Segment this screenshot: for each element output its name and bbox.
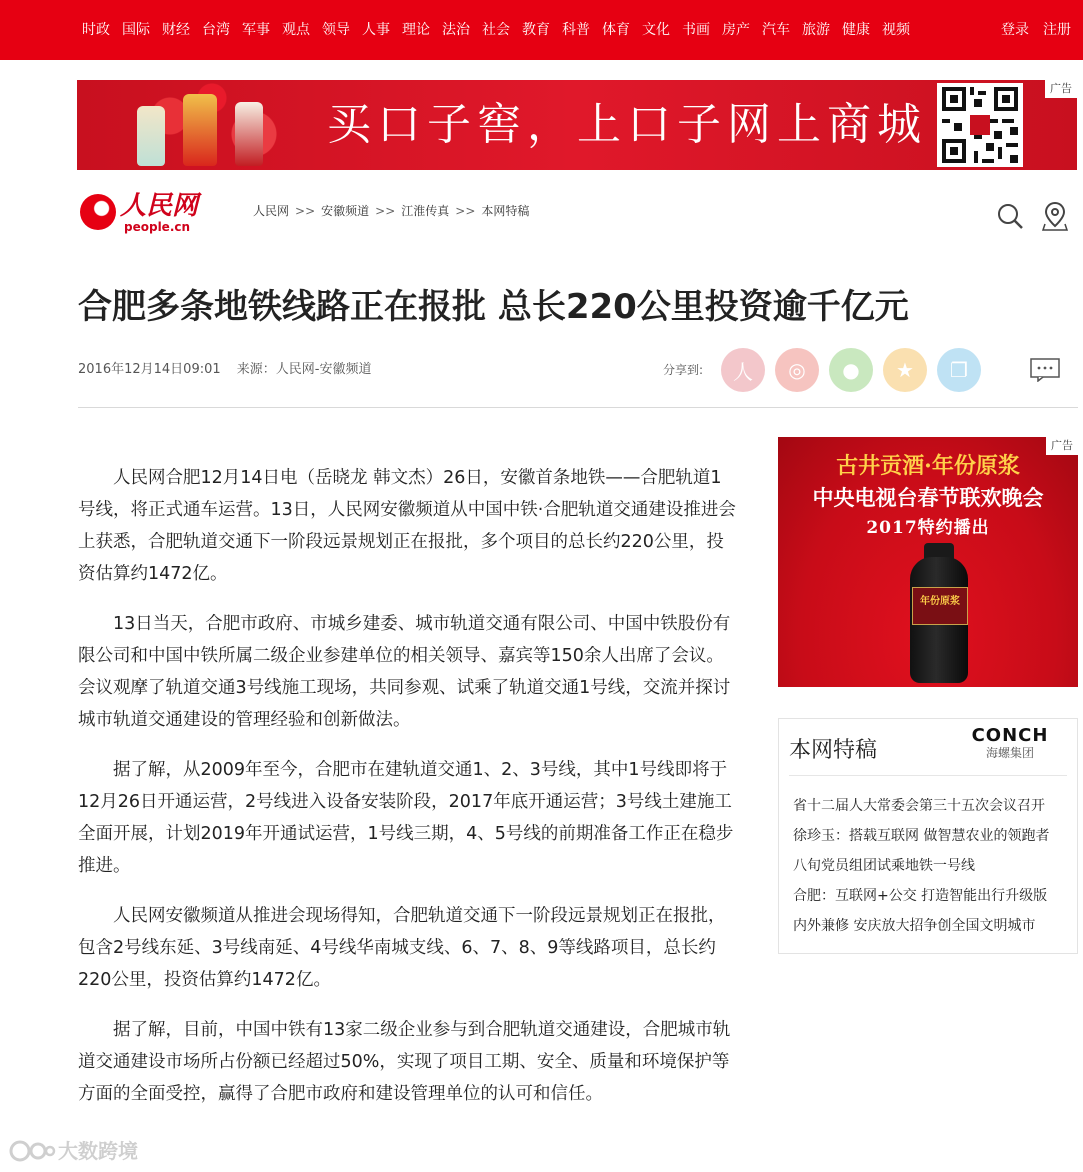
people-weibo-icon: 人 — [733, 359, 753, 384]
share-qzone-button[interactable] — [883, 348, 927, 392]
article-meta — [78, 361, 383, 379]
sina-weibo-icon: ◎ — [788, 358, 806, 382]
nav-item[interactable]: 视频 — [882, 22, 910, 38]
featured-article-link[interactable]: 合肥：互联网+公交 打造智能出行升级版 — [793, 888, 1048, 904]
nav-item[interactable]: 教育 — [522, 22, 550, 38]
breadcrumb-separator: >> — [375, 204, 396, 218]
bottle-label-text: 年份原浆 — [920, 596, 960, 607]
share-label: 分享到: — [663, 363, 704, 377]
featured-article-link[interactable]: 内外兼修 安庆放大招争创全国文明城市 — [793, 918, 1036, 934]
logo-domain: people.cn — [124, 220, 191, 234]
featured-articles-box — [778, 718, 1078, 954]
ad-tag: 广告 — [1045, 80, 1077, 98]
banner-liquor-bottles — [127, 86, 297, 166]
login-link[interactable]: 登录 — [1001, 22, 1029, 38]
watermark — [8, 1136, 148, 1166]
register-link[interactable]: 注册 — [1043, 22, 1071, 38]
nav-item[interactable]: 房产 — [722, 22, 750, 38]
conch-logo-text: CONCH — [971, 725, 1049, 746]
qr-code-icon — [937, 83, 1023, 167]
breadcrumb-separator: >> — [455, 204, 476, 218]
conch-logo-subtext: 海螺集团 — [985, 746, 1034, 760]
location-icon[interactable] — [1040, 200, 1070, 232]
featured-box-title: 本网特稿 — [789, 738, 878, 763]
share-copy-button[interactable] — [937, 348, 981, 392]
conch-sponsor-logo[interactable] — [965, 725, 1065, 765]
nav-item[interactable]: 社会 — [482, 22, 510, 38]
breadcrumb-separator: >> — [295, 204, 316, 218]
featured-article-link[interactable]: 徐珍玉：搭载互联网 做智慧农业的领跑者 — [793, 828, 1050, 844]
featured-article-link[interactable]: 八旬党员组团试乘地铁一号线 — [793, 858, 975, 874]
article-paragraph: 13日当天，合肥市政府、市城乡建委、城市轨道交通有限公司、中国中铁股份有限公司和中国中铁所属二级企业参建单位的相关领导、嘉宾等150余人出席了会议。会议观摩了轨道交通3号线施工现场，共同参观、试乘了轨道交通1号线，交流并探讨城市轨道交通建设的管理经验和创新做法。 — [78, 614, 731, 730]
qzone-icon: ★ — [896, 358, 914, 382]
article-paragraph: 人民网合肥12月14日电（岳晓龙 韩文杰）26日，安徽首条地铁——合肥轨道1号线，将正式通车运营。13日，人民网安徽频道从中国中铁·合肥轨道交通建设推进会上获悉，合肥轨道交通下一阶段远景规划正在报批，多个项目的总长约220公里，投资估算约1472亿。 — [78, 468, 736, 584]
side-ad-brand: 古井贡酒·年份原浆 — [836, 453, 1020, 479]
publish-datetime: 2016年12月14日09:01 — [78, 362, 221, 377]
auth-links — [987, 20, 1071, 40]
top-banner-ad[interactable] — [77, 80, 1077, 170]
watermark-logo-icon — [8, 1138, 56, 1164]
breadcrumb — [253, 203, 529, 219]
channel-nav — [82, 20, 922, 40]
nav-item[interactable]: 法治 — [442, 22, 470, 38]
logo-swirl-icon — [80, 194, 116, 230]
comment-icon[interactable] — [1030, 358, 1060, 382]
share-people-weibo-button[interactable] — [721, 348, 765, 392]
share-wechat-button[interactable] — [829, 348, 873, 392]
article-body — [78, 462, 738, 1128]
side-ad-headline: 中央电视台春节联欢晚会 — [812, 486, 1044, 510]
nav-item[interactable]: 健康 — [842, 22, 870, 38]
watermark-text: 大数跨境 — [58, 1139, 138, 1163]
article-title: 合肥多条地铁线路正在报批 总长220公里投资逾千亿元 — [78, 287, 909, 327]
featured-article-link[interactable]: 省十二届人大常委会第三十五次会议召开 — [793, 798, 1045, 814]
header-divider — [78, 407, 1078, 408]
sidebar-ad[interactable] — [778, 437, 1078, 687]
people-cn-logo[interactable] — [80, 190, 200, 236]
breadcrumb-item[interactable]: 江淮传真 — [401, 204, 450, 218]
side-ad-subline: 2017特约播出 — [866, 518, 990, 538]
breadcrumb-item[interactable]: 本网特稿 — [481, 204, 530, 218]
logo-text: 人民网 — [120, 191, 199, 221]
copy-icon: ❐ — [950, 358, 968, 382]
nav-item[interactable]: 观点 — [282, 22, 310, 38]
breadcrumb-item[interactable]: 人民网 — [253, 204, 290, 218]
nav-item[interactable]: 理论 — [402, 22, 430, 38]
nav-item[interactable]: 财经 — [162, 22, 190, 38]
article-paragraph: 人民网安徽频道从推进会现场得知，合肥轨道交通下一阶段远景规划正在报批，包含2号线东延、3号线南延、4号线华南城支线、6、7、8、9等线路项目，总长约220公里，投资估算约1472亿。 — [78, 906, 726, 990]
nav-item[interactable]: 人事 — [362, 22, 390, 38]
share-sina-weibo-button[interactable] — [775, 348, 819, 392]
breadcrumb-item[interactable]: 安徽频道 — [321, 204, 370, 218]
nav-item[interactable]: 科普 — [562, 22, 590, 38]
top-navigation-bar — [0, 0, 1083, 60]
nav-item[interactable]: 文化 — [642, 22, 670, 38]
nav-item[interactable]: 体育 — [602, 22, 630, 38]
nav-item[interactable]: 汽车 — [762, 22, 790, 38]
banner-slogan: 买口子窖，上口子网上商城 — [327, 99, 927, 150]
featured-article-list — [793, 791, 1073, 941]
article-source[interactable]: 来源：人民网-安徽频道 — [236, 362, 372, 377]
article-paragraph: 据了解，从2009年至今，合肥市在建轨道交通1、2、3号线，其中1号线即将于12月26日开通运营，2号线进入设备安装阶段，2017年底开通运营；3号线土建施工全面开展，计划2019年开通试运营，1号线三期，4、5号线的前期准备工作正在稳步推进。 — [78, 760, 734, 876]
nav-item[interactable]: 书画 — [682, 22, 710, 38]
nav-item[interactable]: 国际 — [122, 22, 150, 38]
ad-tag: 广告 — [1046, 437, 1078, 455]
nav-item[interactable]: 旅游 — [802, 22, 830, 38]
nav-item[interactable]: 军事 — [242, 22, 270, 38]
nav-item[interactable]: 时政 — [82, 22, 110, 38]
search-icon[interactable] — [995, 200, 1025, 232]
nav-item[interactable]: 领导 — [322, 22, 350, 38]
wechat-icon: ● — [842, 358, 860, 382]
nav-item[interactable]: 台湾 — [202, 22, 230, 38]
featured-box-divider — [789, 775, 1067, 776]
article-paragraph: 据了解，目前，中国中铁有13家二级企业参与到合肥轨道交通建设，合肥城市轨道交通建设市场所占份额已经超过50%，实现了项目工期、安全、质量和环境保护等方面的全面受控，赢得了合肥市政府和建设管理单位的认可和信任。 — [78, 1020, 731, 1104]
